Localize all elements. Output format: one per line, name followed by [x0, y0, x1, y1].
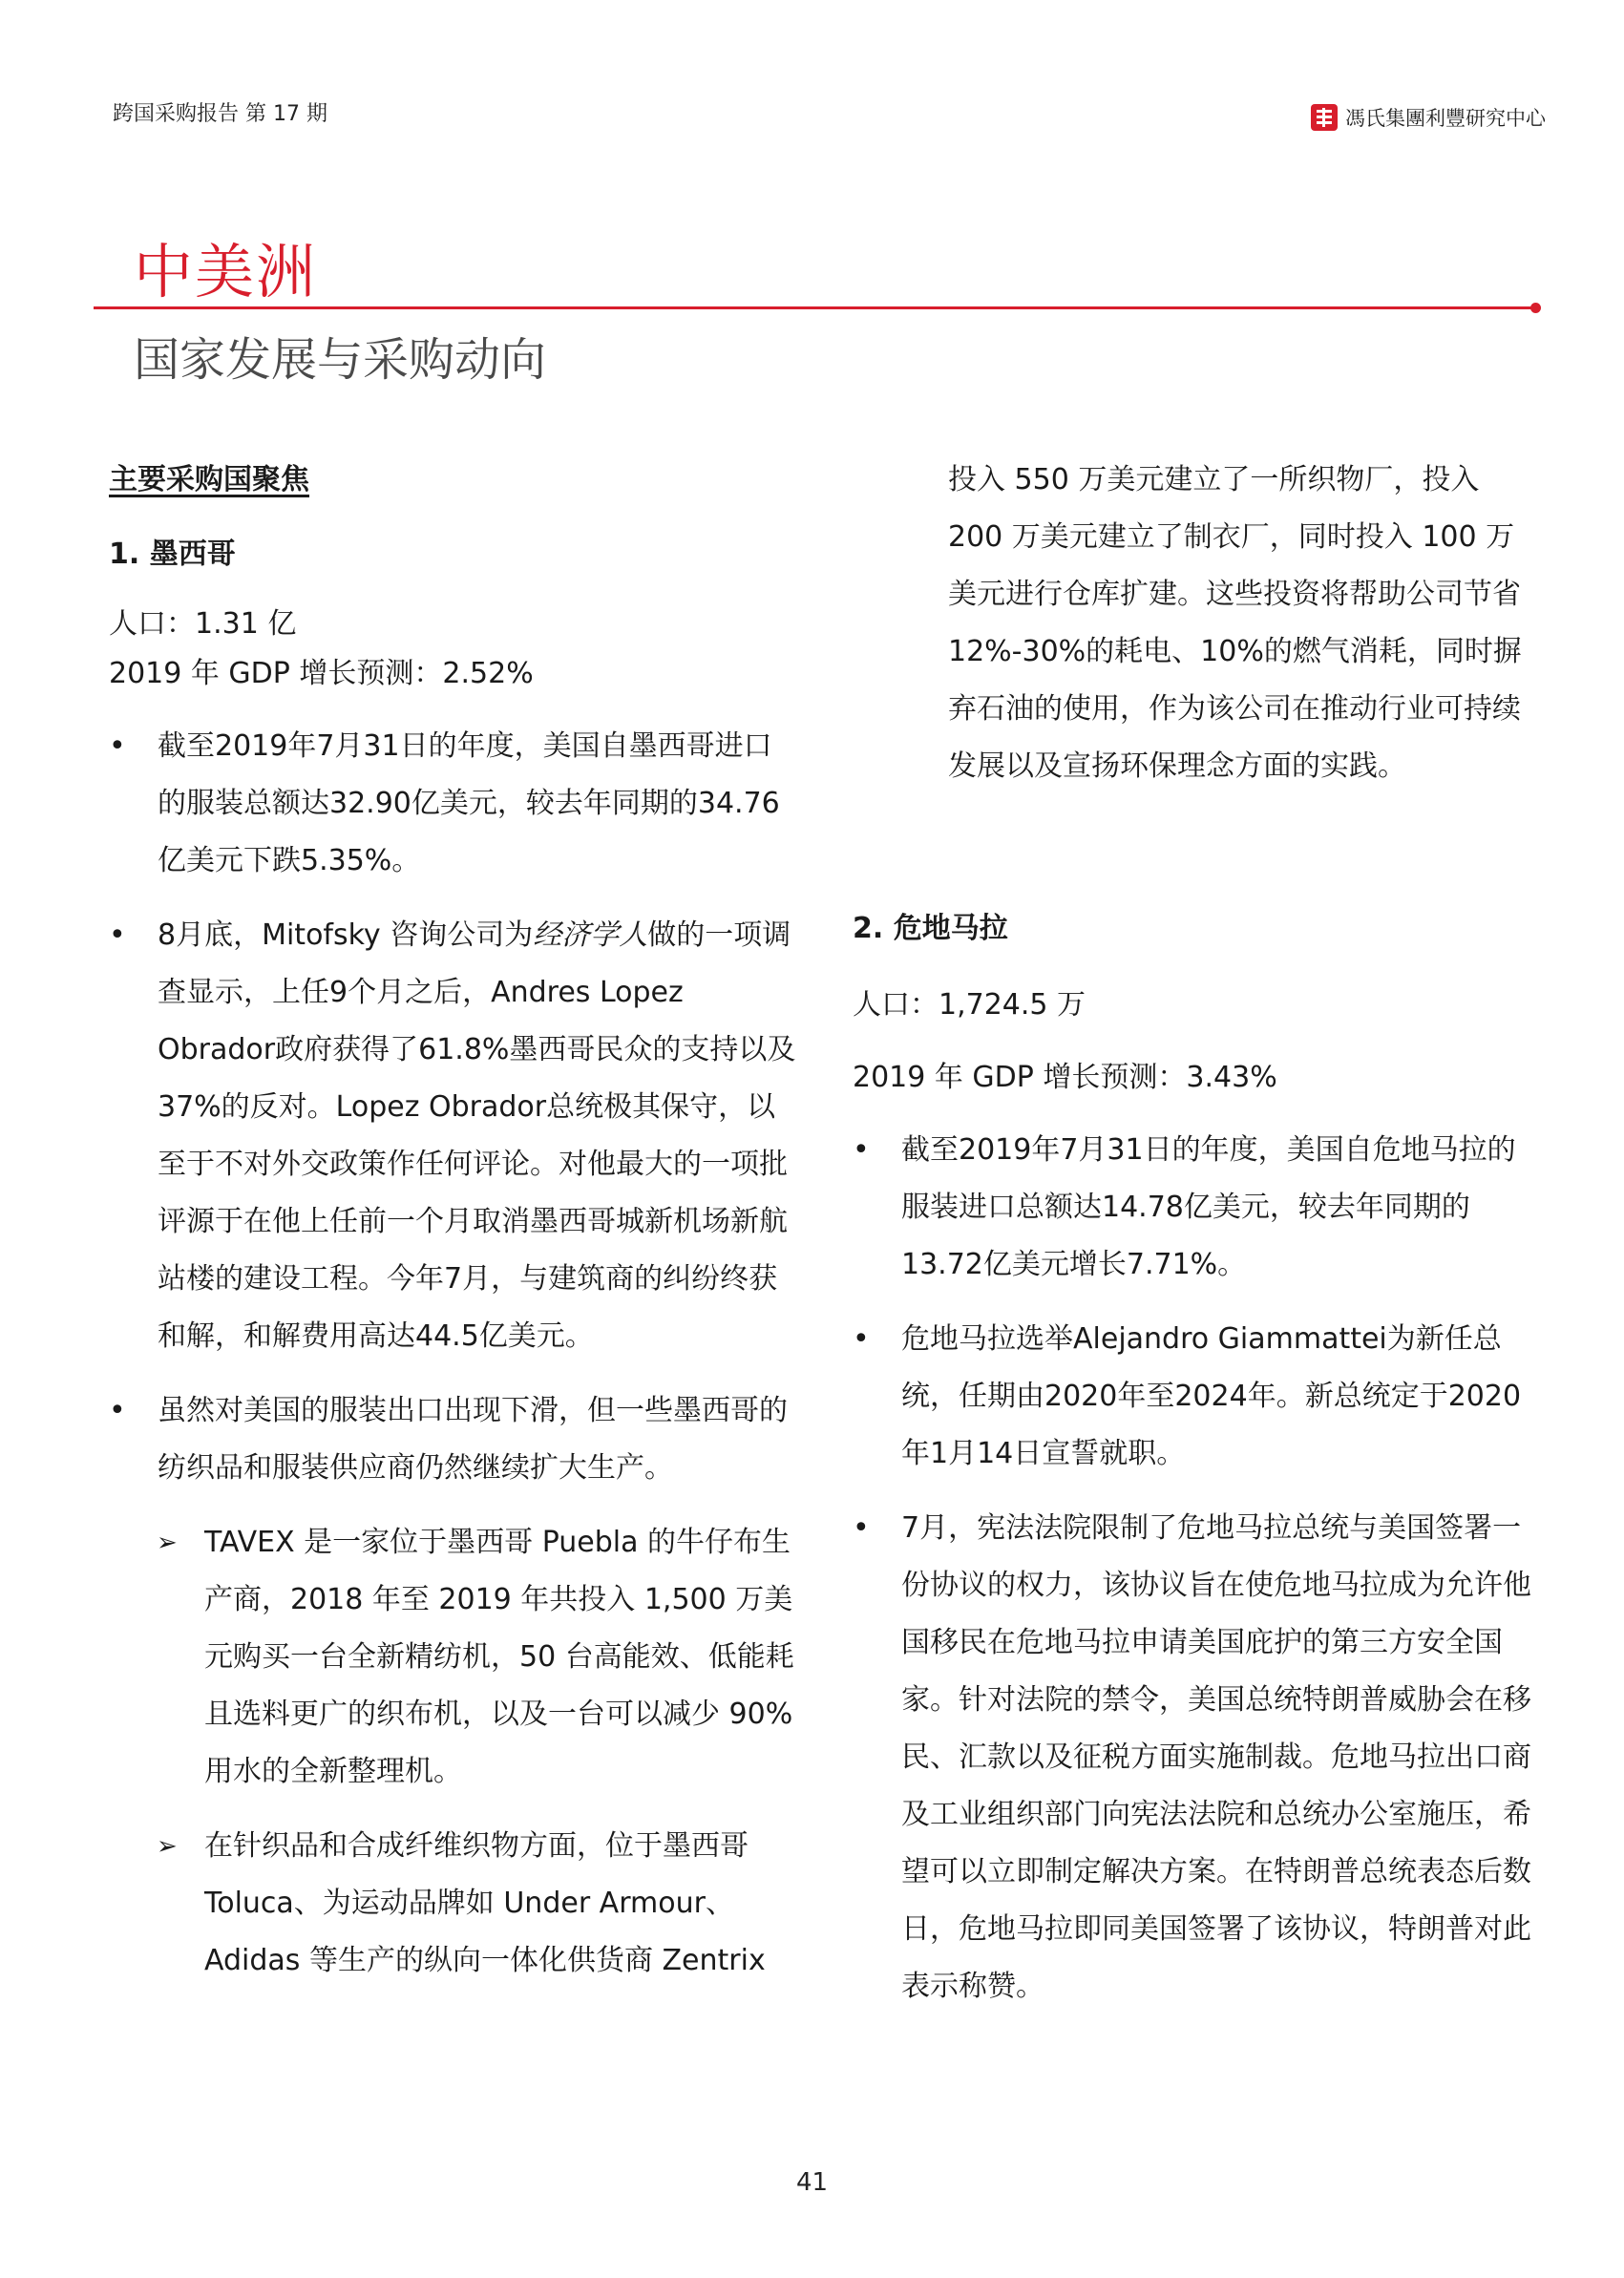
- section-subtitle: 国家发展与采购动向: [134, 333, 547, 387]
- mexico-heading: 1. 墨西哥: [109, 538, 236, 571]
- fung-group-logo-icon: [1311, 104, 1338, 131]
- mexico-bullet-1: • 截至2019年7月31日的年度，美国自墨西哥进口的服装总额达32.90亿美元，较去年同期的34.76亿美元下跌5.35%。: [109, 718, 796, 890]
- mexico-bullet-2-pre: 8月底，Mitofsky 咨询公司为: [158, 918, 534, 952]
- mexico-sub-bullet-2: [109, 1818, 796, 1990]
- section-title: 中美洲: [134, 237, 318, 306]
- focus-heading: 主要采购国聚焦: [109, 463, 309, 496]
- page-number: 41: [795, 2168, 829, 2197]
- title-divider: [94, 306, 1537, 309]
- right-column: [853, 452, 1532, 2015]
- mexico-bullet-2: [109, 907, 796, 1365]
- mexico-sub-bullet-2-continued: 投入 550 万美元建立了一所织物厂，投入 200 万美元建立了制衣厂，同时投入 100 万美元进行仓库扩建。这些投资将帮助公司节省 12%-30%的耗电、10%的燃气消耗，同时摒弃石油的使用，作为该公司在推动行业可持续发展以及宣扬环保理念方面的实践。: [948, 463, 1522, 783]
- publisher-header: [1311, 103, 1546, 132]
- mexico-population: 人口：1.31 亿: [109, 607, 297, 641]
- mexico-sub-bullet-1: [109, 1514, 796, 1801]
- guatemala-bullet-1: • 截至2019年7月31日的年度，美国自危地马拉的服装进口总额达14.78亿美元，较去年同期的13.72亿美元增长7.71%。: [853, 1122, 1532, 1294]
- mexico-sub-bullet-2-text: 在针织品和合成纤维织物方面，位于墨西哥 Toluca、为运动品牌如 Under Armour、Adidas 等生产的纵向一体化供货商 Zentrix: [204, 1829, 766, 1977]
- guatemala-bullet-2: • 危地马拉选举Alejandro Giammattei为新任总统，任期由2020年至2024年。新总统定于2020年1月14日宣誓就职。: [853, 1311, 1532, 1483]
- mexico-bullet-3: • 虽然对美国的服装出口出现下滑，但一些墨西哥的纺织品和服装供应商仍然继续扩大生产。: [109, 1382, 796, 1497]
- left-column: [109, 452, 796, 1990]
- mexico-gdp: 2019 年 GDP 增长预测：2.52%: [109, 657, 534, 690]
- guatemala-population: 人口：1,724.5 万: [853, 988, 1086, 1022]
- title-divider-dot: [1530, 303, 1541, 313]
- guatemala-bullet-3: • 7月，宪法法院限制了危地马拉总统与美国签署一份协议的权力，该协议旨在使危地马拉成为允许他国移民在危地马拉申请美国庇护的第三方安全国家。针对法院的禁令，美国总统特朗普威胁会在移民、汇款以及征税方面实施制裁。危地马拉出口商及工业组织部门向宪法法院和总统办公室施压，希望可以立即制定解决方案。在特朗普总统表态后数日，危地马拉即同美国签署了该协议，特朗普对此表示称赞。: [853, 1500, 1532, 2015]
- guatemala-gdp: 2019 年 GDP 增长预测：3.43%: [853, 1061, 1277, 1094]
- mexico-sub-bullet-1-text: TAVEX 是一家位于墨西哥 Puebla 的牛仔布生产商，2018 年至 2019 年共投入 1,500 万美元购买一台全新精纺机，50 台高能效、低能耗且选料更广的织布机，以及一台可以减少 90%用水的全新整理机。: [204, 1526, 794, 1788]
- publisher-name: 馮氏集團利豐研究中心: [1345, 107, 1546, 130]
- mexico-bullet-2-post: 做的一项调查显示，上任9个月之后，Andres Lopez Obrador政府获得了61.8%墨西哥民众的支持以及37%的反对。Lopez Obrador总统极其保守，以至于不对外交政策作任何评论。对他最大的一项批评源于在他上任前一个月取消墨西哥城新机场新航站楼的建设工程。今年7月，与建筑商的纠纷终获和解，和解费用高达44.5亿美元。: [158, 918, 796, 1353]
- report-issue-header: 跨国采购报告 第 17 期: [113, 102, 327, 126]
- arrow-bullet-icon: ➢: [157, 1832, 178, 1861]
- economist-italic: 经济学人: [533, 918, 648, 952]
- arrow-bullet-icon: ➢: [157, 1529, 178, 1557]
- guatemala-heading: 2. 危地马拉: [853, 912, 1008, 945]
